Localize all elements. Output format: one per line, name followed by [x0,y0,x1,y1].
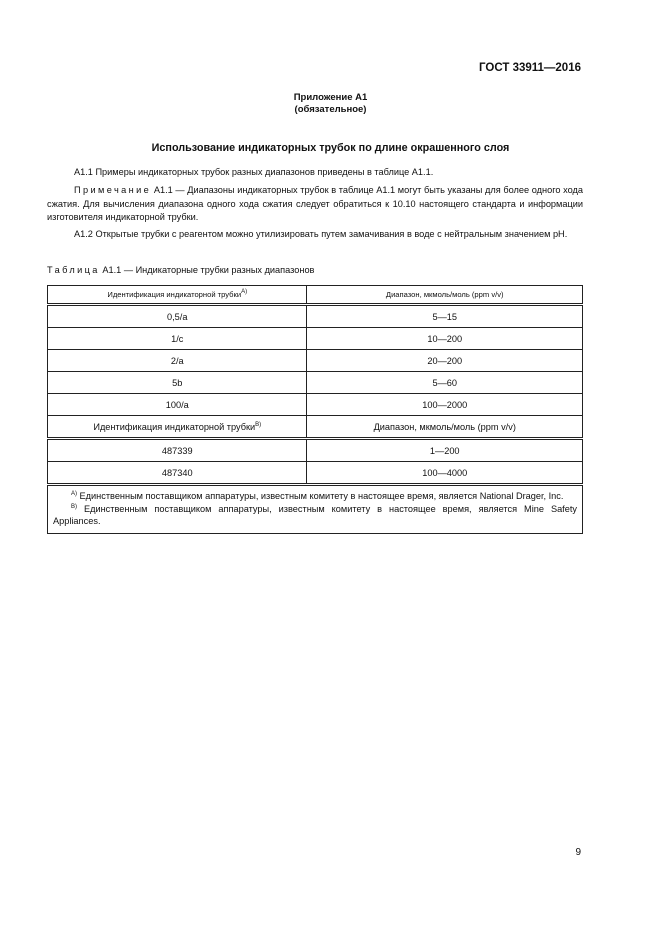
tube-id-cell: 100/a [48,394,307,416]
table-row [48,328,583,350]
range-cell: 100—2000 [307,394,583,416]
range-cell: 5—60 [307,372,583,394]
subheader-tube-id: Идентификация индикаторной трубки$^{В)}$ [48,416,307,439]
note-label: Примечание [74,185,152,195]
document-code: ГОСТ 33911—2016 [479,62,581,74]
section-title: Использование индикаторных трубок по длине окрашенного слоя [151,142,510,154]
table-row [48,350,583,372]
footnote-a: $^{А)}$ Единственным поставщиком аппаратуры, известным комитету в настоящее время, является National Drager, Inc. [71,491,564,501]
tube-id-cell: 5b [48,372,307,394]
table-row [48,372,583,394]
table-row [48,462,583,485]
table-row [48,394,583,416]
range-cell: 5—15 [307,305,583,328]
header-tube-id: Идентификация индикаторной трубки$^{А)}$ [48,286,307,305]
range-cell: 100—4000 [307,462,583,485]
table-row [48,305,583,328]
page-number: 9 [575,847,581,858]
paragraph-a1-2: А1.2 Открытые трубки с реагентом можно утилизировать путем замачивания в воде с нейтральным значением pH. [74,229,568,239]
annex-status: (обязательное) [294,104,367,115]
range-cell: 20—200 [307,350,583,372]
annex-title: Приложение А1 [293,92,368,103]
tube-id-cell: 1/c [48,328,307,350]
paragraph-a1-1: А1.1 Примеры индикаторных трубок разных диапазонов приведены в таблице А1.1. [74,167,434,177]
header-range: Диапазон, мкмоль/моль (ppm v/v) [307,286,583,305]
footnote-b: $^{В)}$ Единственным поставщиком аппаратуры, известным комитету в настоящее время, является Mine Safety Appliances. [53,503,577,526]
table-notes [48,485,583,534]
range-cell: 10—200 [307,328,583,350]
tube-id-cell: 0,5/a [48,305,307,328]
tube-id-cell: 2/a [48,350,307,372]
table-subheader-row [48,416,583,439]
note-text: А1.1 — Диапазоны индикаторных трубок в таблице А1.1 могут быть указаны для более одного хода сжатия. Для вычисления диапазона одного хода сжатия следует обратиться к 10.10 настоящего стандарта и информации изготовителя индикаторной трубки. [47,185,583,222]
note-paragraph [47,184,583,225]
range-cell: 1—200 [307,439,583,462]
tube-id-cell: 487339 [48,439,307,462]
table-caption-text: А1.1 — Индикаторные трубки разных диапазонов [99,265,315,275]
subheader-range: Диапазон, мкмоль/моль (ppm v/v) [307,416,583,439]
indicator-tubes-table [47,285,583,534]
table-header-row [48,286,583,305]
table-row [48,439,583,462]
table-caption [47,265,314,275]
tube-id-cell: 487340 [48,462,307,485]
table-caption-label: Таблица [47,265,100,275]
table-notes-row [48,485,583,534]
